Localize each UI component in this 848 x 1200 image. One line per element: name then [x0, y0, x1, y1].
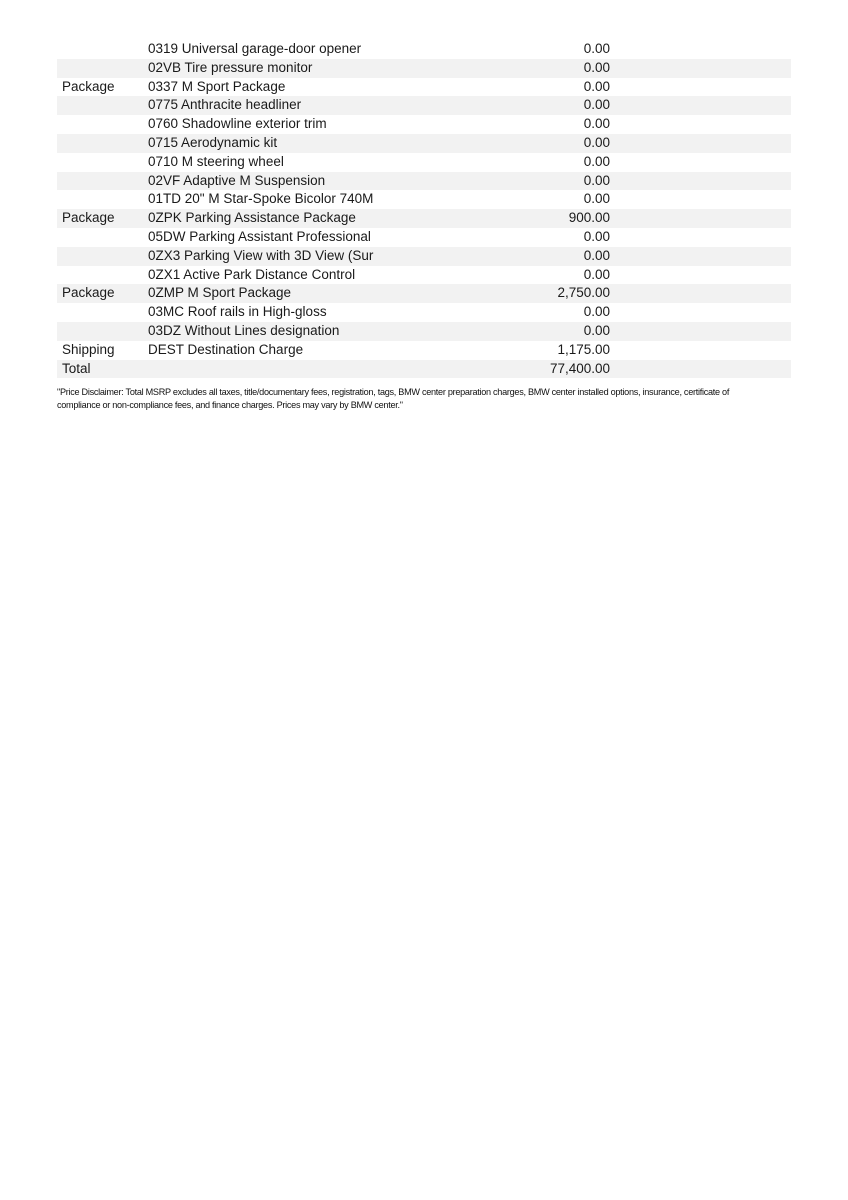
price-cell: 0.00	[583, 153, 610, 169]
table-row	[57, 228, 791, 247]
table-row	[57, 303, 791, 322]
price-cell: 1,175.00	[557, 341, 610, 357]
item-cell: DEST Destination Charge	[148, 341, 304, 357]
category-cell: Total	[62, 360, 91, 376]
table-row	[57, 190, 791, 209]
item-cell: 0ZPK Parking Assistance Package	[148, 210, 356, 226]
category-cell: Package	[62, 285, 115, 301]
price-cell: 2,750.00	[557, 285, 610, 301]
item-cell: 01TD 20" M Star-Spoke Bicolor 740M	[148, 191, 374, 207]
table-row	[57, 134, 791, 153]
price-cell: 0.00	[583, 172, 610, 188]
item-cell: 0775 Anthracite headliner	[148, 97, 302, 113]
table-row	[57, 247, 791, 266]
price-cell: 0.00	[583, 247, 610, 263]
price-cell: 0.00	[583, 191, 610, 207]
price-cell: 900.00	[568, 210, 610, 226]
price-cell: 0.00	[583, 304, 610, 320]
disclaimer-line-2: compliance or non-compliance fees, and finance charges. Prices may vary by BMW center."	[57, 400, 403, 411]
disclaimer-line-1: "Price Disclaimer: Total MSRP excludes all taxes, title/documentary fees, registration, tags, BMW center preparation charges, BMW center installed options, insurance, certificate of	[57, 387, 730, 398]
table-row	[57, 96, 791, 115]
price-cell: 0.00	[583, 97, 610, 113]
table-row	[57, 360, 791, 379]
table-row	[57, 341, 791, 360]
item-cell: 05DW Parking Assistant Professional	[148, 228, 371, 244]
price-cell: 0.00	[583, 134, 610, 150]
table-row	[57, 40, 791, 59]
table-row	[57, 115, 791, 134]
item-cell: 0319 Universal garage-door opener	[148, 41, 362, 56]
item-cell: 03MC Roof rails in High-gloss	[148, 304, 327, 320]
item-cell: 02VB Tire pressure monitor	[148, 59, 313, 75]
category-cell: Shipping	[62, 341, 115, 357]
price-cell: 77,400.00	[549, 360, 610, 376]
item-cell: 03DZ Without Lines designation	[148, 322, 340, 338]
item-cell: 02VF Adaptive M Suspension	[148, 172, 326, 188]
item-cell: 0ZX3 Parking View with 3D View (Sur	[148, 247, 374, 263]
price-cell: 0.00	[583, 41, 610, 56]
price-cell: 0.00	[583, 322, 610, 338]
price-cell: 0.00	[583, 266, 610, 282]
item-cell: 0715 Aerodynamic kit	[148, 134, 278, 150]
table-row	[57, 322, 791, 341]
price-cell: 0.00	[583, 59, 610, 75]
price-cell: 0.00	[583, 78, 610, 94]
table-row	[57, 209, 791, 228]
table-row	[57, 153, 791, 172]
table-row	[57, 78, 791, 97]
table-row	[57, 172, 791, 191]
item-cell: 0760 Shadowline exterior trim	[148, 116, 327, 132]
table-row	[57, 284, 791, 303]
price-disclaimer	[57, 386, 797, 412]
vehicle-options-table	[57, 40, 791, 378]
table-row	[57, 266, 791, 285]
price-cell: 0.00	[583, 228, 610, 244]
category-cell: Package	[62, 78, 115, 94]
item-cell: 0ZMP M Sport Package	[148, 285, 292, 301]
category-cell: Package	[62, 210, 115, 226]
item-cell: 0337 M Sport Package	[148, 78, 286, 94]
table-row	[57, 59, 791, 78]
price-cell: 0.00	[583, 116, 610, 132]
item-cell: 0ZX1 Active Park Distance Control	[148, 266, 356, 282]
item-cell: 0710 M steering wheel	[148, 153, 284, 169]
